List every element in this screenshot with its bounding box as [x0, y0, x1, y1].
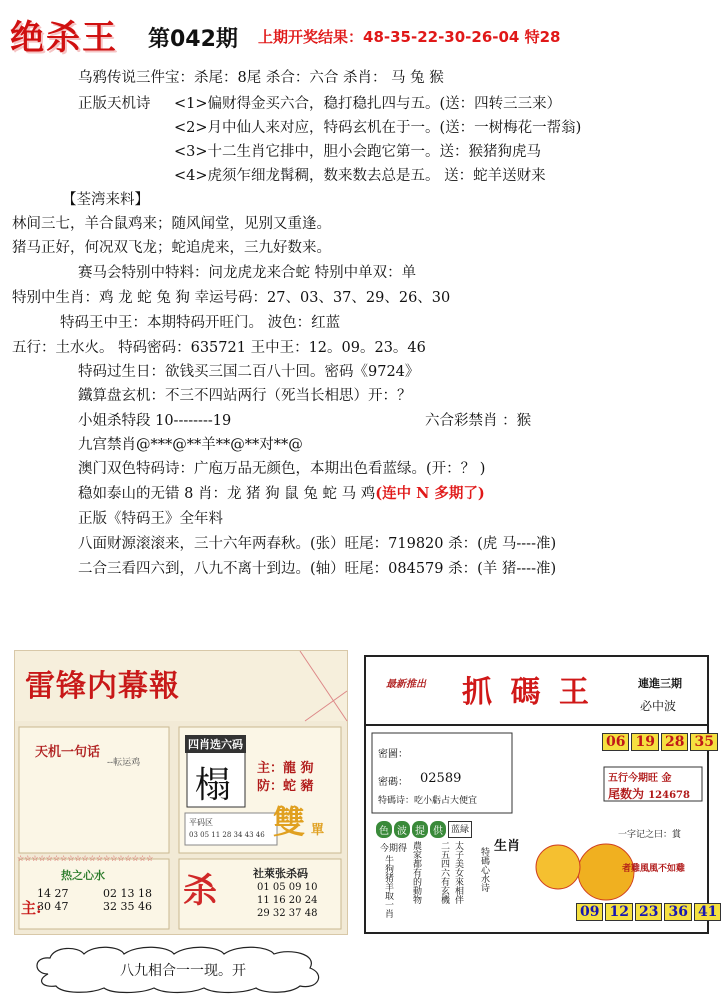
tail-label-text: 尾数为: [608, 787, 645, 801]
streak-label: 連進三期: [638, 677, 682, 690]
poem-line-2: <2>月中仙人来对应，特码玄机在于一。(送：一树梅花一帮翁): [174, 120, 582, 136]
poem-line-3: <3>十二生肖它排中，胆小会跑它第一。送：猴猪狗虎马: [174, 144, 542, 160]
miss-kill-line: 小姐杀特段 10--------19: [78, 413, 232, 429]
color-tab: 提: [412, 821, 428, 838]
bamian-line: 八面财源滚滚来，三十六年两春秋。(张）旺尾：719820 杀：(虎 马----准): [78, 536, 557, 552]
bird-text: 者雞風風不如雞: [622, 864, 686, 874]
last-result: 上期开奖结果：48-35-22-30-26-04 特28: [258, 28, 561, 46]
bottom-number: 23: [635, 903, 662, 921]
crow-legend: 乌鸦传说三件宝：杀尾：8尾 杀合：六合 杀肖： 马 兔 猴: [78, 70, 444, 86]
poem-col: 二五四六有玄機: [439, 841, 449, 904]
top-number: 19: [631, 733, 658, 751]
king-line: 特码王中王：本期特码开旺门。 波色：红蓝: [60, 315, 341, 331]
heart-water: 热之心水: [61, 869, 105, 882]
nums-a-row: 30 47: [37, 900, 69, 913]
special-poem: 特碼诗：吃小虧占大便宜: [378, 796, 478, 806]
nums-a-row: 14 27: [37, 887, 69, 900]
password-image-label: 密圖：: [378, 749, 408, 760]
macau-line: 澳门双色特码诗：广庖万品无颜色，本期出色看蓝绿。(开：？ ): [78, 461, 486, 477]
issue-number: 第042期: [148, 27, 238, 52]
strip-label: 平码区: [189, 818, 213, 827]
top-number: 06: [602, 733, 629, 751]
bottom-number: 12: [605, 903, 632, 921]
zhu-label: 主:: [21, 899, 42, 917]
yizi-label: 一字记之曰：賞: [618, 830, 682, 840]
nums-b: [103, 887, 152, 913]
bottom-number: 09: [576, 903, 603, 921]
poem-line-4: <4>虎须乍细龙髯稠，数来数去总是五。 送：蛇羊送财来: [174, 168, 546, 184]
svg-text:☆☆☆☆☆☆☆☆☆☆☆☆☆☆☆☆☆☆☆: ☆☆☆☆☆☆☆☆☆☆☆☆☆☆☆☆☆☆☆: [17, 854, 154, 863]
stable-line: [78, 484, 485, 504]
poem-col: 牛狗猪羊取一肖: [383, 855, 393, 918]
bottom-number: 36: [664, 903, 691, 921]
color-value: 蓝緑: [448, 821, 472, 838]
shengxiao-label: 生肖: [494, 839, 521, 854]
tail-value: 124678: [648, 790, 690, 801]
tianji-label: 天机一句话: [35, 745, 101, 760]
left-newspaper-image: [14, 650, 348, 935]
right-newspaper-image: [364, 655, 718, 934]
taiwan-line-1: 林间三七，羊合鼠鸡来；随风闻堂，见别又重逢。: [12, 216, 331, 232]
poem-label: 正版天机诗: [78, 96, 151, 112]
password-label: 密碼：: [378, 777, 408, 788]
special-zodiac-line: 特别中生肖：鸡 龙 蛇 兔 狗 幸运号码：27、03、37、29、26、30: [12, 290, 451, 306]
kill-row: 01 05 09 10: [257, 882, 318, 893]
nums-a: [37, 887, 69, 913]
color-tab: 波: [394, 821, 410, 838]
big-character: 榻: [195, 765, 232, 806]
birthday-line: 特码过生日：欲钱买三国二百八十回。密码《9724》: [78, 364, 420, 380]
nums-b-row: 02 13 18: [103, 887, 152, 900]
poem-col-title: 今期得: [380, 844, 408, 854]
zhengban-line: 正版《特码王》全年料: [78, 511, 223, 527]
left-title: 雷锋内幕報: [25, 669, 180, 704]
fang-zodiac: 防：蛇 豬: [257, 779, 314, 794]
stable-text: 稳如泰山的无错 8 肖：龙 猪 狗 鼠 兔 蛇 马 鸡: [78, 486, 376, 502]
nine-palace-line: 九宫禁肖@***@**羊**@**对**@: [78, 437, 303, 453]
tail-label: [608, 785, 690, 802]
wuxing-label-text: 五行今期旺: [608, 773, 658, 784]
taiwan-line-2: 猪马正好，何况双飞龙；蛇追虎来，三九好数来。: [12, 240, 331, 256]
color-tab: 色: [376, 821, 392, 838]
poem-line-1: <1>偏财得金买六合，稳打稳扎四与五。(送：四转三三来）: [174, 96, 562, 112]
erhe-line: 二合三看四六到，八九不离十到边。(轴）旺尾：084579 杀：(羊 猪----准): [78, 561, 557, 577]
must-hit-label: 必中波: [640, 699, 677, 713]
kill-row: 11 16 20 24: [257, 895, 318, 906]
shuang-char: 雙: [273, 803, 306, 841]
taiwan-label: 【荃湾来料】: [62, 192, 149, 208]
nums-b-row: 32 35 46: [103, 900, 152, 913]
tianji-sub: --転运鸡: [107, 758, 141, 768]
bottom-numbers: [576, 903, 721, 921]
poem-col: 太子美女來相伴: [453, 841, 463, 904]
horse-club-line: 赛马会特别中特料：问龙虎龙来合蛇 特别中单双：单: [78, 265, 417, 281]
six-ban-line: 六合彩禁肖 ：猴: [425, 413, 532, 429]
box-title: 四肖选六码: [185, 735, 246, 753]
stable-streak: (连中 N 多期了): [375, 485, 485, 502]
password-value: 02589: [420, 771, 462, 786]
teshi-title: 特碼心水诗: [479, 847, 489, 892]
iron-abacus-line: 鐵算盘玄机：不三不四站两行（死当长相思）开：？: [78, 388, 412, 404]
sha-char: 杀: [183, 871, 217, 911]
wuxing-line: 五行：土水火。 特码密码：635721 王中王：12。09。23。46: [12, 340, 426, 356]
zhu-zodiac: 主：龍 狗: [257, 761, 314, 776]
strip-numbers: 03 05 11 28 34 43 46: [189, 831, 265, 839]
poem-col: 農家都有的動物: [411, 841, 421, 904]
new-label: 最新推出: [386, 679, 426, 690]
cloud-text: 八九相合一一现。开: [120, 963, 246, 979]
color-tab: 供: [430, 821, 446, 838]
bottom-number: 41: [694, 903, 721, 921]
wuxing-label: [608, 769, 671, 784]
cloud-banner: [28, 944, 328, 994]
top-number: 35: [690, 733, 717, 751]
dan-char: 單: [311, 823, 325, 838]
kill-numbers: [257, 881, 317, 920]
wuxing-value: 金: [661, 773, 672, 784]
kill-row: 29 32 37 48: [257, 908, 318, 919]
logo: 绝杀王: [10, 18, 118, 58]
top-numbers: [602, 733, 718, 751]
top-number: 28: [661, 733, 688, 751]
right-title: 抓 碼 王: [462, 675, 593, 710]
shezhuo-title: 社萊张杀码: [253, 867, 308, 880]
color-tabs: [376, 821, 472, 838]
